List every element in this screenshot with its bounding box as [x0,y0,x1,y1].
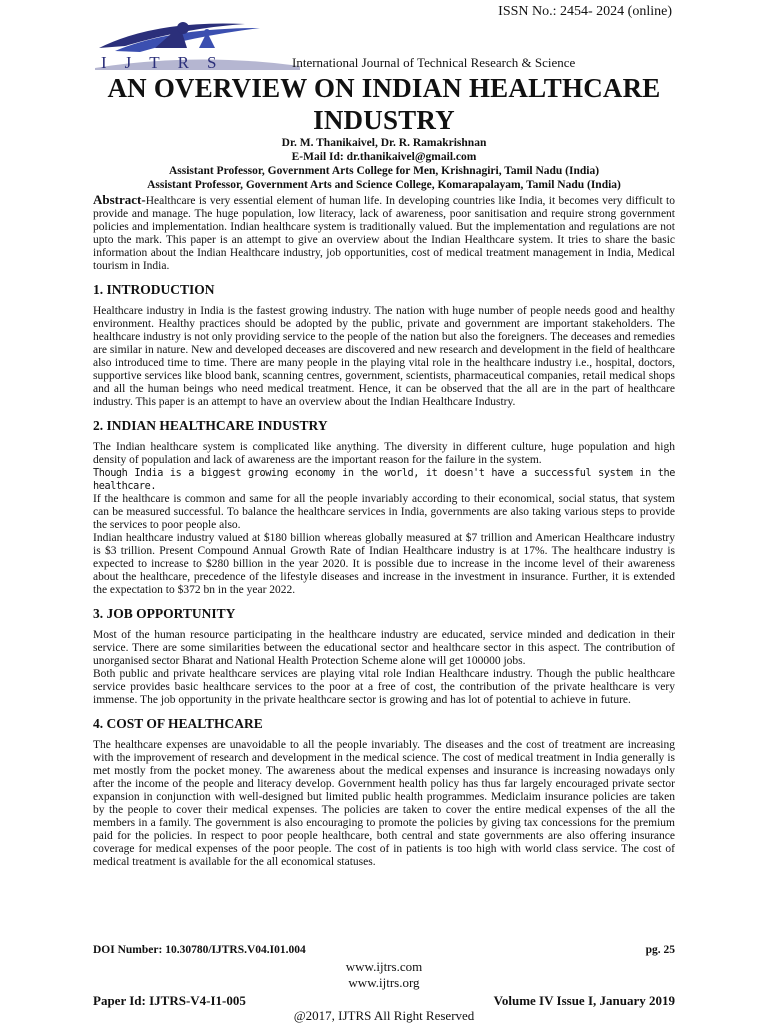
page-number: pg. 25 [645,944,675,956]
job-paragraph-2: Both public and private healthcare services are playing vital role Indian Healthcare industry. Though the public healthcare service provides basic healthcare services to the poor at a free of cost, the contribution of the private healthcare is very immense. The job opportunity in the private healthcare sector is growing and has lot of potential to achieve in future. [93,668,675,706]
paper-body [93,193,675,869]
healthcare-paragraph-1b: Though India is a biggest growing economy in the world, it doesn't have a successful system in the healthcare. [93,468,675,492]
author-names: Dr. M. Thanikaivel, Dr. R. Ramakrishnan [281,137,487,149]
affiliation-2: Assistant Professor, Government Arts and Science College, Komarapalayam, Tamil Nadu (India) [147,179,621,191]
website-url-org[interactable]: www.ijtrs.org [348,975,420,990]
author-email: E-Mail Id: dr.thanikaivel@gmail.com [291,151,477,163]
healthcare-paragraph-2: Indian healthcare industry valued at $180 billion whereas globally measured at $7 trillion and American Healthcare industry is $3 trillion. Present Compound Annual Growth Rate of Indian Healthcare industry is at 17%. The healthcare industry is expected to increase to $280 billion in the year 2020. It is possible due to increase in the income level of their awareness about the healthcare, precedence of the lifestyle diseases and increase in the investment in insurance. Further, it is extended the expectation to $372 bn in the year 2022. [93,532,675,596]
doi-number: DOI Number: 10.30780/IJTRS.V04.I01.004 [93,944,306,956]
paper-title [40,72,728,136]
section-heading-introduction: 1. INTRODUCTION [93,282,215,297]
healthcare-paragraph-1c: If the healthcare is common and same for all the people invariably according to their economical, social status, that system can be measured successful. To balance the healthcare services in India, governments are also taking various steps to provide the services to poor people also. [93,493,675,531]
job-paragraph-1: Most of the human resource participating in the healthcare industry are educated, service minded and dedication in their service. There are some similarities between the educational sector and healthcare sector in this aspect. The contribution of unorganised sector Bharat and National Health Protection Scheme alone will get 100000 jobs. [93,629,675,667]
ijtrs-logo [95,18,300,70]
healthcare-paragraph-1a: The Indian healthcare system is complicated like anything. The diversity in different culture, huge population and high density of population and lack of awareness are the important reason for the failure in the system. [93,441,675,466]
affiliation-1: Assistant Professor, Government Arts College for Men, Krishnagiri, Tamil Nadu (India) [168,165,600,177]
copyright: @2017, IJTRS All Right Reserved [293,1008,475,1023]
svg-text:IJTRS: IJTRS [101,53,235,70]
website-url-com[interactable]: www.ijtrs.com [345,959,423,974]
paper-id: Paper Id: IJTRS-V4-I1-005 [93,993,246,1008]
section-heading-job-opportunity: 3. JOB OPPORTUNITY [93,606,236,621]
section-heading-indian-healthcare: 2. INDIAN HEALTHCARE INDUSTRY [93,418,328,433]
author-block [0,136,768,192]
journal-name: International Journal of Technical Research & Science [292,55,576,70]
cost-paragraph: The healthcare expenses are unavoidable to all the people invariably. The diseases and the cost of treatment are increasing with the improvement of research and development in the medical science. The cost of medical treatment in India generally is met mostly from the pocket money. The awareness about the medical expenses and insurance is increasing nowadays only after the income of the people and literacy develop. Government health policy has thus far largely encouraged private sector expansion in conjunction with well-designed but limited public health programmes. Mediclaim insurance policies are taken by the people to cover their medical expenses. The policies are taken to cover the entire medical expenses of the all the members in a family. The government is also encouraging to promote the policies by giving tax concessions for the premium paid for the policies. In respect to poor people healthcare, both central and state governments are also offering insurance coverage for medical expenses of the poor people. The cost of in patients is too high with world class service. The cost of medical treatment is available for the all economical statuses. [93,739,675,868]
volume-issue: Volume IV Issue I, January 2019 [493,993,675,1008]
abstract [93,193,675,273]
section-heading-cost: 4. COST OF HEALTHCARE [93,716,263,731]
abstract-label: Abstract- [93,192,146,207]
issn-label: ISSN No.: 2454- 2024 (online) [498,4,672,19]
abstract-text: Healthcare is very essential element of human life. In developing countries like India, it becomes very difficult to provide and manage. The huge population, low literacy, lack of awareness, poor sanitisation and require strong government policies and implementation. Indian healthcare system is traditionally valued. But the implementation and regulations are not upto the mark. This paper is an attempt to give an overview about the Indian Healthcare system. It tries to share the basic information about the Indian Healthcare industry, job opportunities, cost of medical treatment management in India, Medical tourism in India. [93,195,675,272]
title-line-1: AN OVERVIEW ON INDIAN HEALTHCARE [107,73,661,103]
introduction-paragraph: Healthcare industry in India is the fastest growing industry. The nation with huge number of people needs good and healthy environment. Healthy practices should be adopted by the public, private and government are important stakeholders. The healthcare industry is not only providing service to the people of the nation but also the foreigners. The deceases and remedies are similar in nature. New and developed deceases are discovered and new research and development in the field of healthcare also introduced time to time. There are many people in the playing vital role in the healthcare industry i.e., hospital, doctors, supportive services like blood bank, scanning centres, government, scientists, pharmaceutical companies, retail medical shops and all the human beings who need medical treatment. Hence, it can be observed that the all are in the part of healthcare industry. This paper is an attempt to have an overview about the Indian Healthcare Industry. [93,305,675,408]
title-line-2: INDUSTRY [313,105,455,135]
